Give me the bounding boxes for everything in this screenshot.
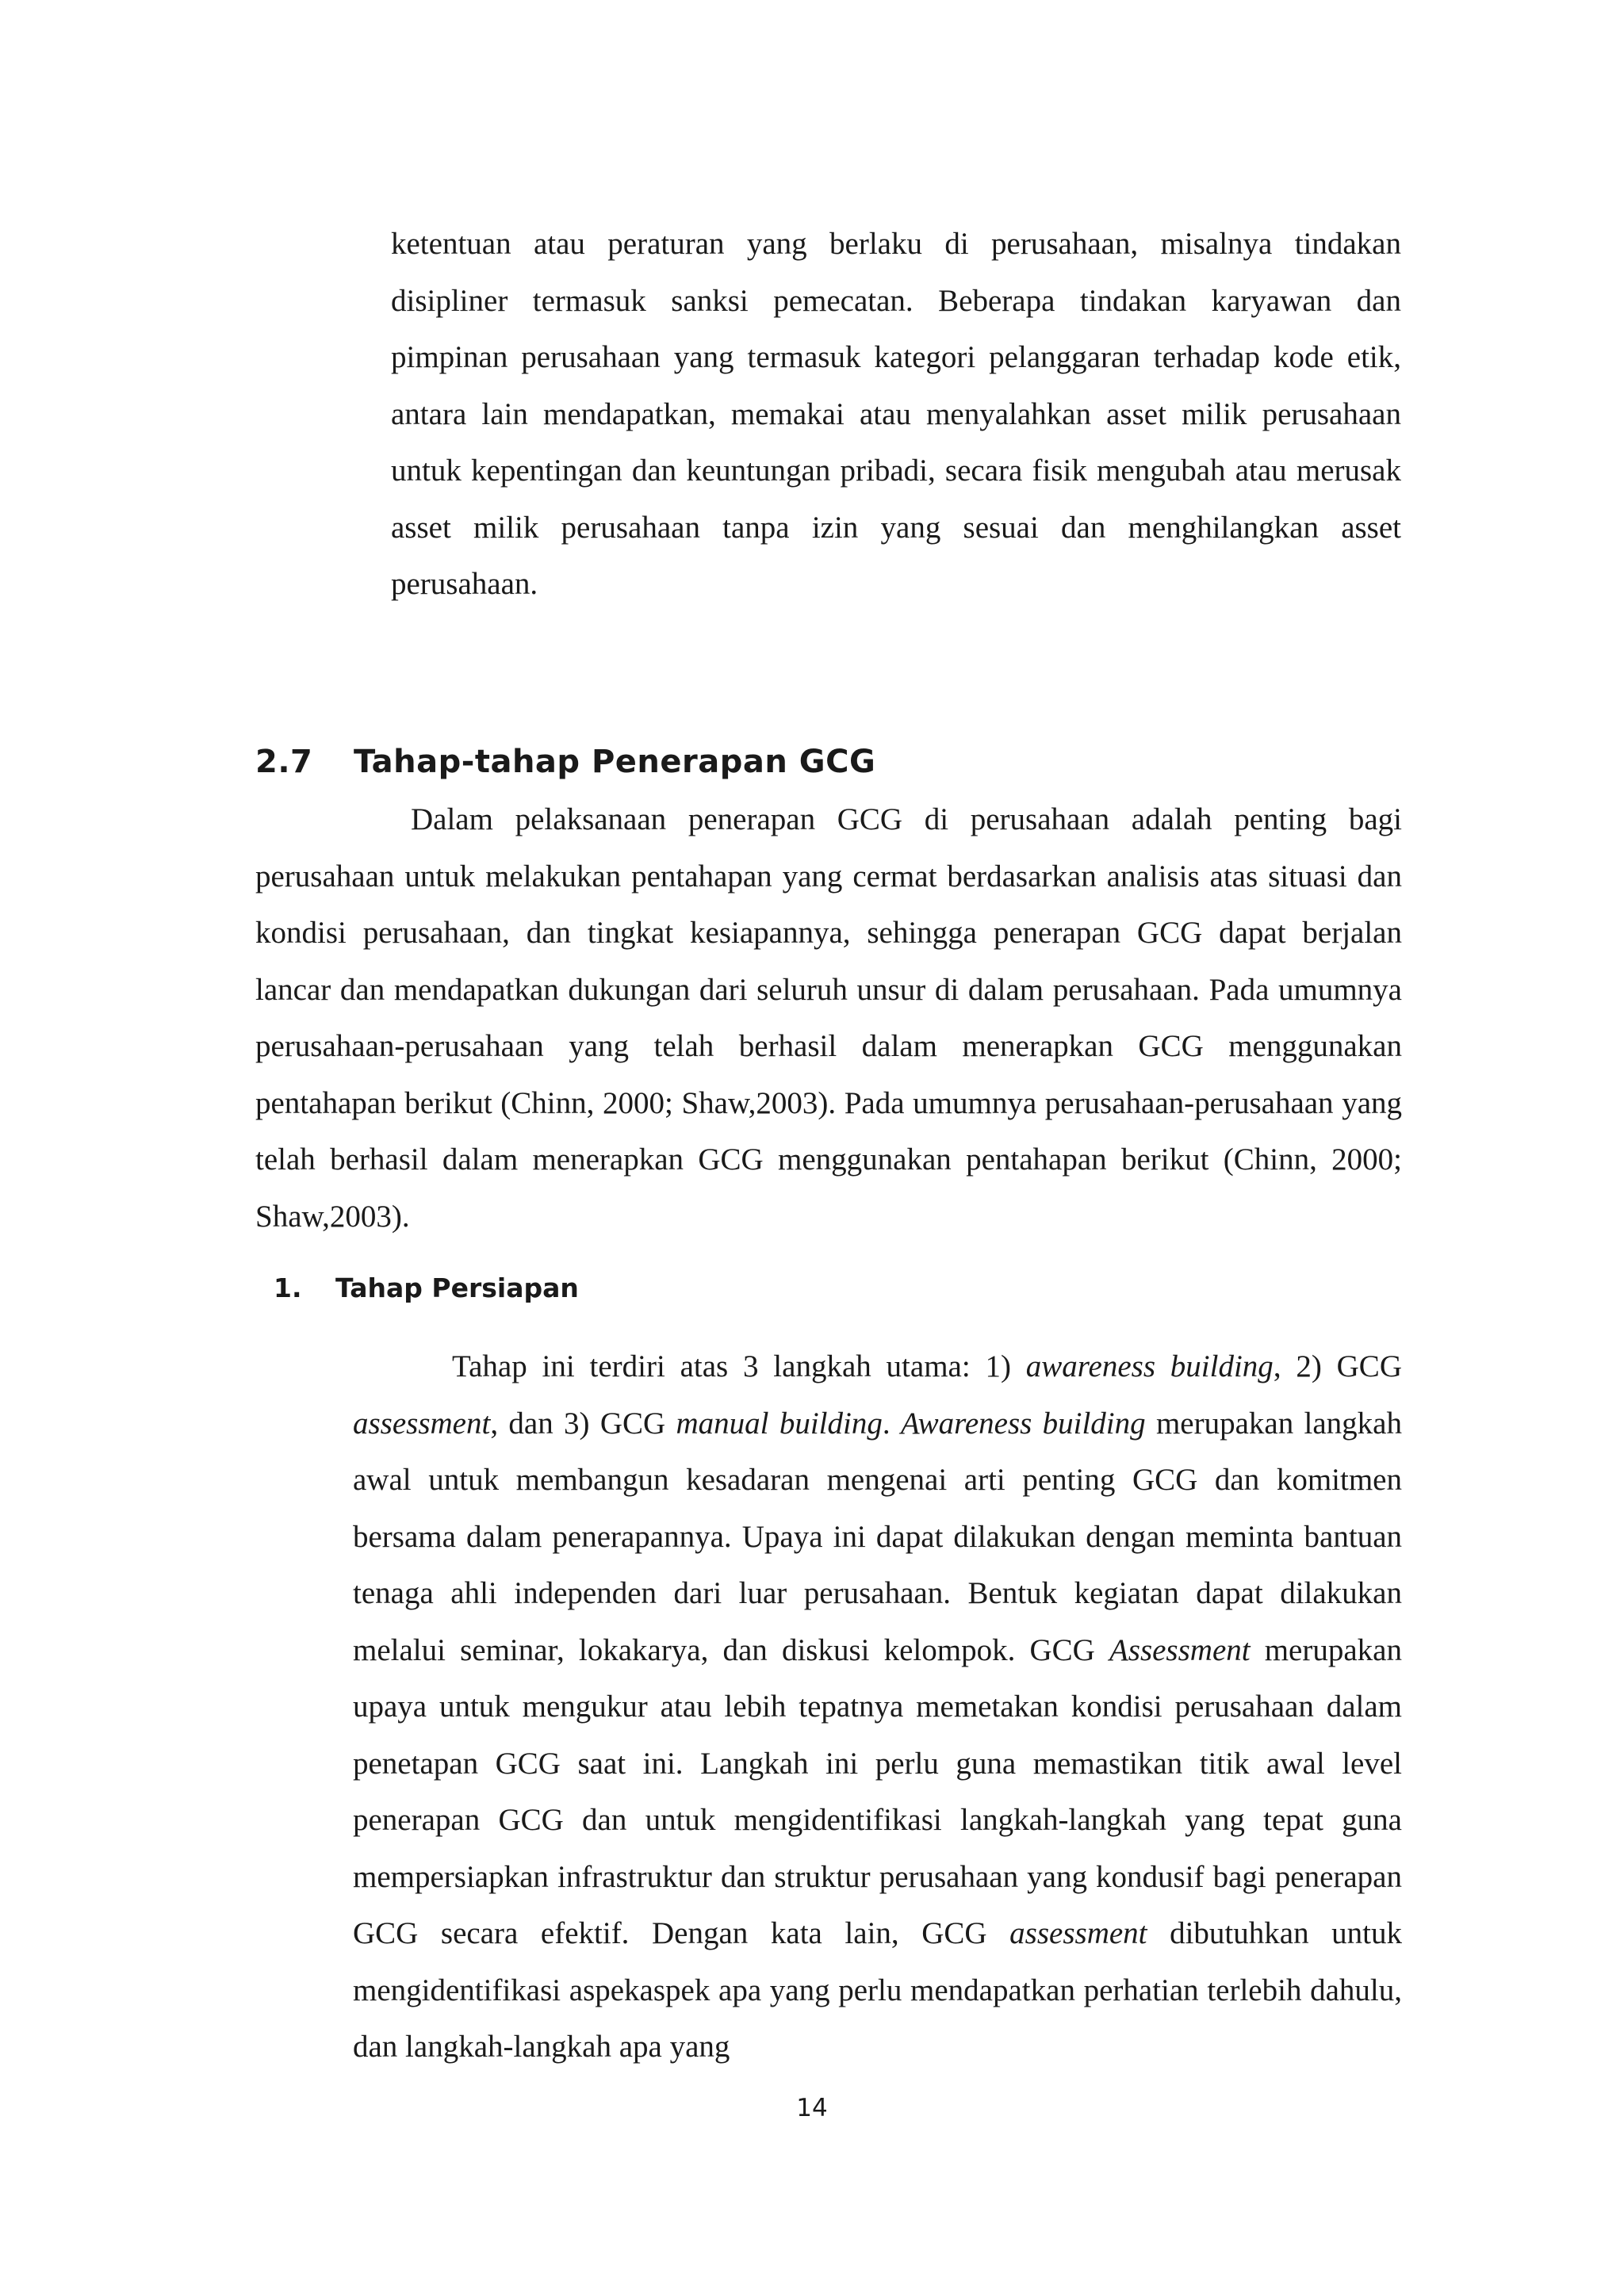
italic-term: assessment <box>353 1406 491 1441</box>
subsection-paragraph <box>353 1338 1402 2076</box>
text-run: Tahap ini terdiri atas 3 langkah utama: 1) <box>452 1349 1026 1383</box>
italic-term: manual building <box>676 1406 883 1441</box>
subsection-heading <box>274 1272 579 1303</box>
section-title: Tahap-tahap Penerapan GCG <box>354 744 876 780</box>
italic-term: Assessment <box>1109 1632 1251 1667</box>
section-paragraph-text: Dalam pelaksanaan penerapan GCG di perusahaan adalah penting bagi perusahaan untuk melakukan pentahapan yang cermat berdasarkan analisis atas situasi dan kondisi perusahaan, dan tingkat kesiapannya, sehingga penerapan GCG dapat berjalan lancar dan mendapatkan dukungan dari seluruh unsur di dalam perusahaan. Pada umumnya perusahaan-perusahaan yang telah berhasil dalam menerapkan GCG menggunakan pentahapan berikut (Chinn, 2000; Shaw,2003). Pada umumnya perusahaan-perusahaan yang telah berhasil dalam menerapkan GCG menggunakan pentahapan berikut (Chinn, 2000; Shaw,2003). <box>255 802 1402 1234</box>
intro-paragraph: ketentuan atau peraturan yang berlaku di perusahaan, misalnya tindakan disipliner termasuk sanksi pemecatan. Beberapa tindakan karyawan dan pimpinan perusahaan yang termasuk kategori pelanggaran terhadap kode etik, antara lain mendapatkan, memakai atau menyalahkan asset milik perusahaan untuk kepentingan dan keuntungan pribadi, secara fisik mengubah atau merusak asset milik perusahaan tanpa izin yang sesuai dan menghilangkan asset perusahaan. <box>391 227 1401 601</box>
section-heading <box>255 744 875 780</box>
page-number: 14 <box>796 2094 828 2122</box>
italic-term: Awareness building <box>900 1406 1146 1441</box>
text-run: dibutuhkan untuk mengidentifikasi aspekaspek apa yang perlu mendapatkan perhatian terlebih dahulu, dan langkah-langkah apa yang <box>353 1916 1402 2064</box>
text-run: merupakan upaya untuk mengukur atau lebih tepatnya memetakan kondisi perusahaan dalam penetapan GCG saat ini. Langkah ini perlu guna memastikan titik awal level penerapan GCG dan untuk mengidentifikasi langkah-langkah yang tepat guna mempersiapkan infrastruktur dan struktur perusahaan yang kondusif bagi penerapan GCG secara efektif. Dengan kata lain, GCG <box>353 1632 1402 1950</box>
section-number: 2.7 <box>255 744 313 780</box>
text-run: . <box>882 1406 901 1441</box>
italic-term: assessment <box>1009 1916 1147 1950</box>
subsection-title: Tahap Persiapan <box>335 1272 579 1303</box>
text-run: , 2) GCG <box>1273 1349 1402 1383</box>
subsection-number: 1. <box>274 1272 302 1303</box>
italic-term: awareness building <box>1025 1349 1274 1383</box>
text-run: , dan 3) GCG <box>490 1406 676 1441</box>
section-paragraph <box>255 791 1402 1245</box>
text-run: merupakan langkah awal untuk membangun kesadaran mengenai arti penting GCG dan komitmen bersama dalam penerapannya. Upaya ini dapat dilakukan dengan meminta bantuan tenaga ahli independen dari luar perusahaan. Bentuk kegiatan dapat dilakukan melalui seminar, lokakarya, dan diskusi kelompok. GCG <box>353 1406 1402 1667</box>
